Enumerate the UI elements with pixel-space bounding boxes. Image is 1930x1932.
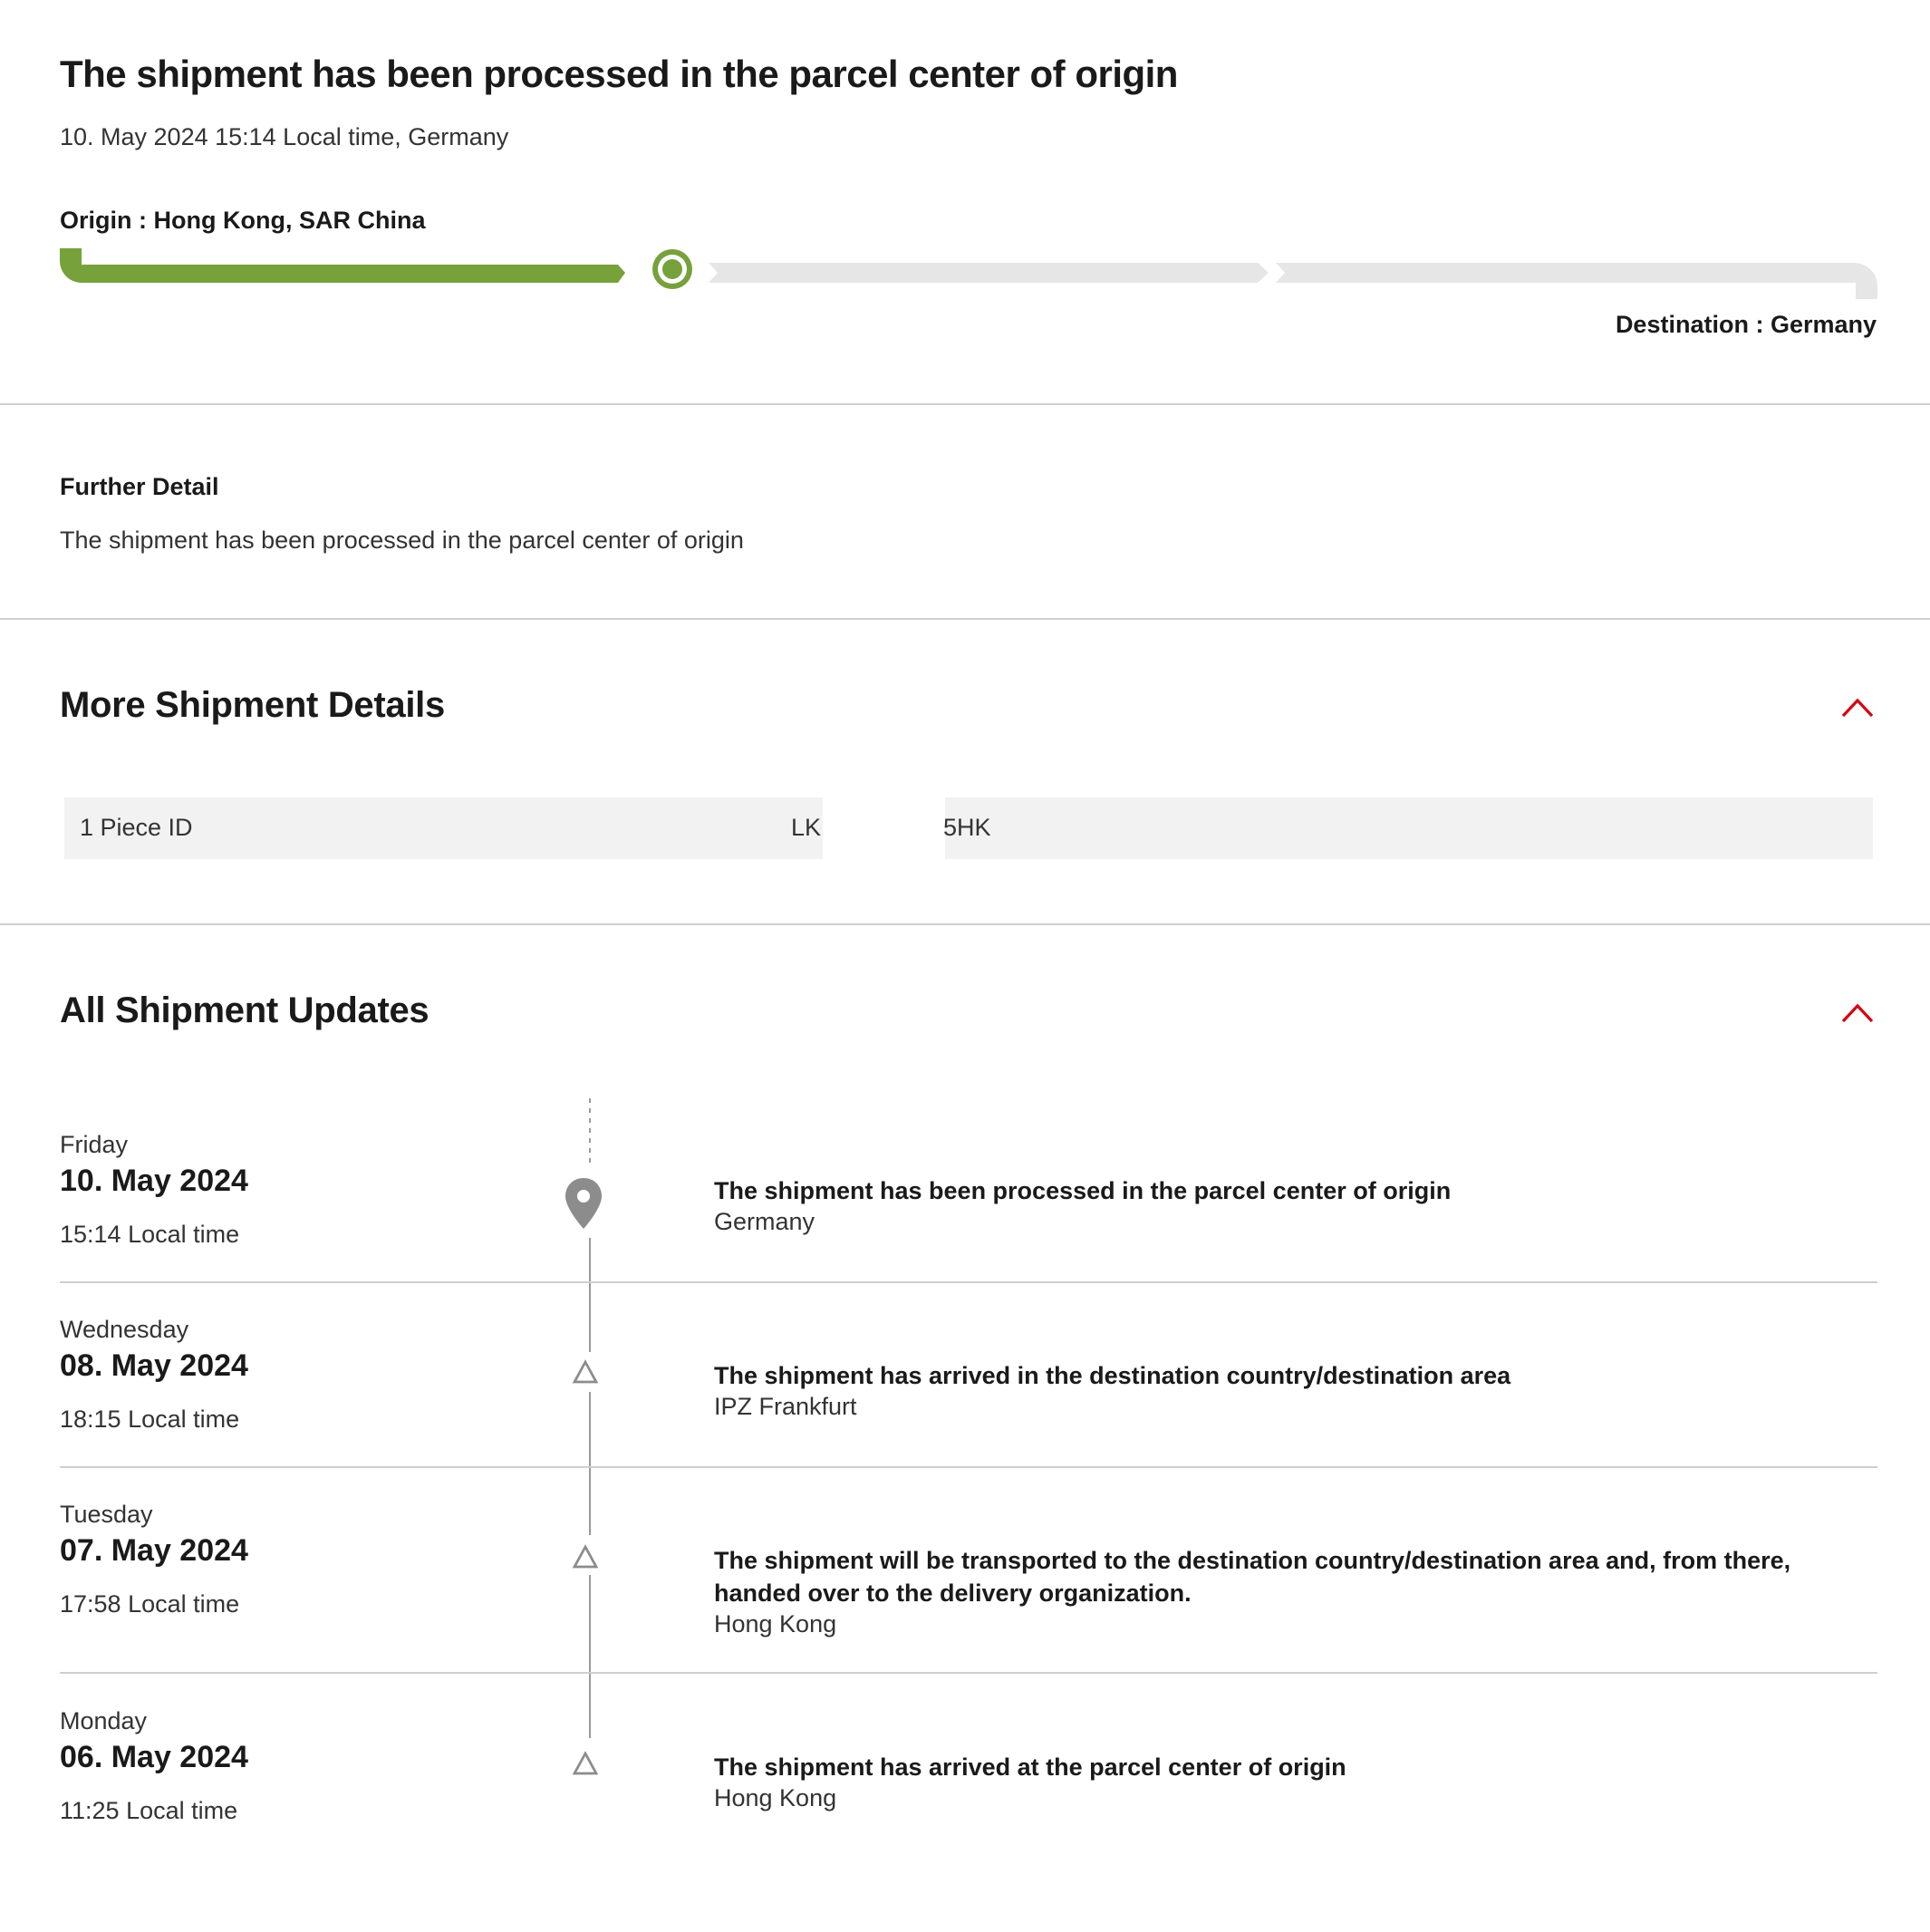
progress-segment-pending-2 <box>1276 263 1877 299</box>
status-timestamp: 10. May 2024 15:14 Local time, Germany <box>60 123 509 150</box>
progress-segment-pending-1 <box>709 263 1269 283</box>
update-2-time: 18:15 Local time <box>60 1406 240 1433</box>
update-4-date: 06. May 2024 <box>60 1740 248 1774</box>
more-shipment-details-title: More Shipment Details <box>60 685 445 725</box>
origin-label: Origin : Hong Kong, SAR China <box>60 207 426 234</box>
update-2-description: The shipment has arrived in the destination country/destination area <box>714 1362 1511 1389</box>
piece-id-value-start: LK <box>791 814 822 841</box>
update-3-description: The shipment will be transported to the destination country/destination area and, from there, handed over to the delivery organization. <box>714 1547 1791 1607</box>
triangle-icon <box>572 1359 599 1385</box>
update-4-day: Monday <box>60 1707 148 1734</box>
update-4-location: Hong Kong <box>714 1784 837 1811</box>
piece-id-value-cell <box>945 797 1873 859</box>
location-pin-icon <box>564 1176 603 1231</box>
further-detail-title: Further Detail <box>60 473 219 500</box>
timeline-separator <box>60 1281 1877 1283</box>
triangle-icon <box>572 1751 599 1776</box>
update-3-day: Tuesday <box>60 1501 153 1528</box>
divider <box>0 403 1930 405</box>
update-2-location: IPZ Frankfurt <box>714 1393 857 1420</box>
update-1-time: 15:14 Local time <box>60 1221 240 1248</box>
destination-label: Destination : Germany <box>1615 311 1877 338</box>
all-shipment-updates-title: All Shipment Updates <box>60 990 429 1030</box>
current-position-icon <box>652 249 692 289</box>
divider <box>0 618 1930 620</box>
update-3-location: Hong Kong <box>714 1610 837 1637</box>
update-2-date: 08. May 2024 <box>60 1348 248 1383</box>
further-detail-text: The shipment has been processed in the parcel center of origin <box>60 526 744 554</box>
timeline-separator <box>60 1672 1877 1674</box>
update-1-day: Friday <box>60 1131 129 1158</box>
update-3-time: 17:58 Local time <box>60 1590 240 1618</box>
update-2-day: Wednesday <box>60 1316 189 1343</box>
update-1-date: 10. May 2024 <box>60 1164 248 1198</box>
timeline-separator <box>60 1466 1877 1468</box>
triangle-icon <box>572 1544 599 1570</box>
divider <box>0 923 1930 925</box>
collapse-updates-chevron-up-icon[interactable] <box>1841 1001 1874 1023</box>
collapse-details-chevron-up-icon[interactable] <box>1841 696 1874 718</box>
piece-id-label: 1 Piece ID <box>80 814 193 841</box>
update-4-description: The shipment has arrived at the parcel center of origin <box>714 1753 1346 1781</box>
update-3-date: 07. May 2024 <box>60 1533 248 1568</box>
update-1-description: The shipment has been processed in the parcel center of origin <box>714 1177 1452 1204</box>
progress-segment-completed <box>60 248 625 283</box>
update-4-time: 11:25 Local time <box>60 1797 238 1824</box>
piece-id-value-end: 5HK <box>943 814 991 841</box>
status-title: The shipment has been processed in the parcel center of origin <box>60 53 1178 95</box>
update-1-location: Germany <box>714 1208 815 1235</box>
progress-bar <box>60 243 1877 301</box>
